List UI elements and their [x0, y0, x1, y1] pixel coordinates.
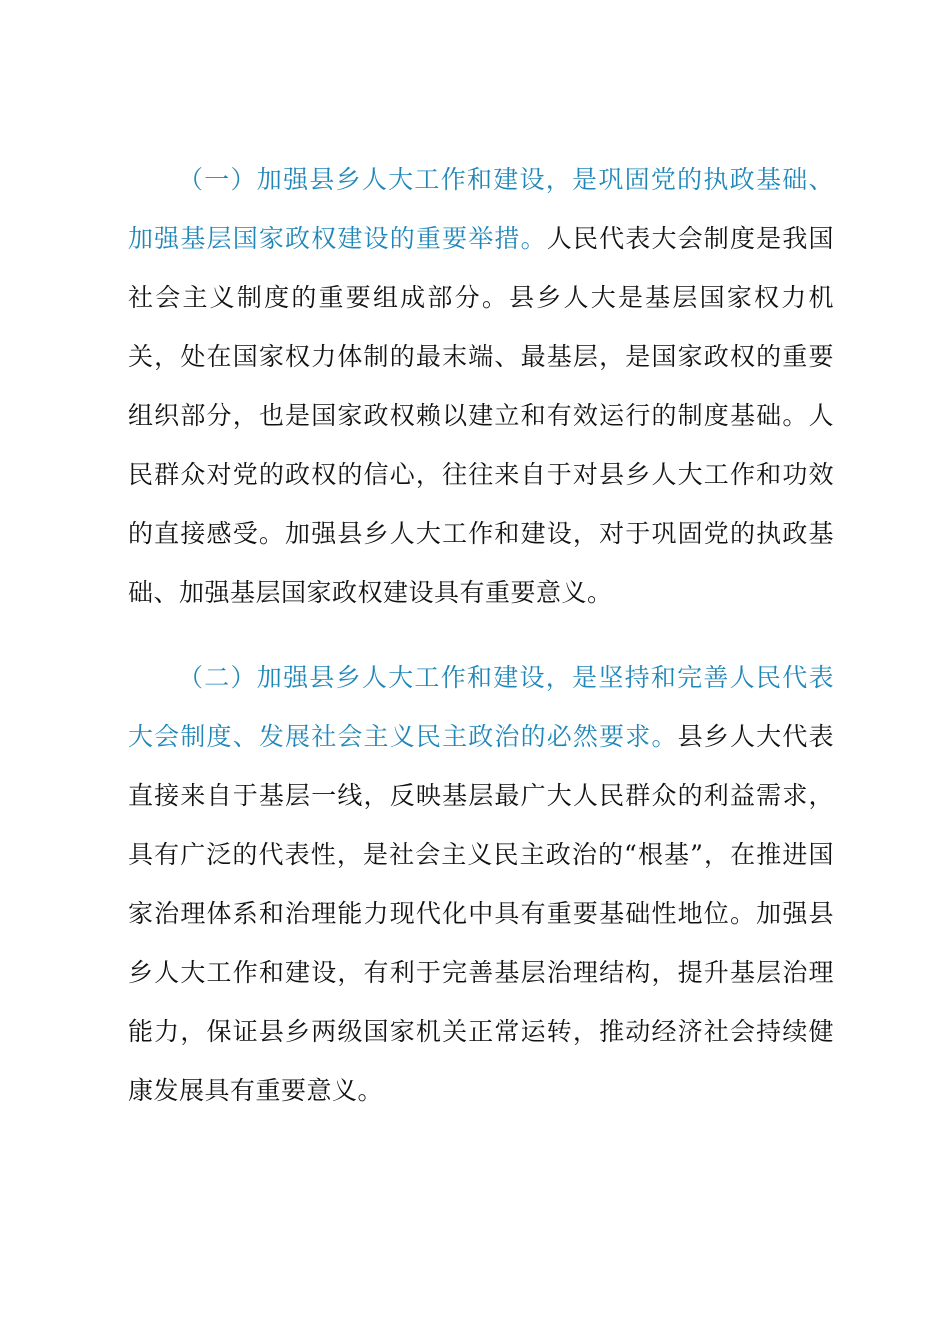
paragraph-2: [128, 648, 834, 1120]
document-page: [128, 150, 834, 1146]
paragraph-2-body: 县乡人大代表直接来自于基层一线，反映基层最广大人民群众的利益需求，具有广泛的代表性，是社会主义民主政治的“根基”，在推进国家治理体系和治理能力现代化中具有重要基础性地位。加强县乡人大工作和建设，有利于完善基层治理结构，提升基层治理能力，保证县乡两级国家机关正常运转，推动经济社会持续健康发展具有重要意义。: [128, 722, 834, 1105]
paragraph-1-heading: （一）加强县乡人大工作和建设，是巩固党的执政基础、加强基层国家政权建设的重要举措。: [128, 165, 834, 253]
paragraph-2-heading: （二）加强县乡人大工作和建设，是坚持和完善人民代表大会制度、发展社会主义民主政治的必然要求。: [128, 663, 834, 751]
paragraph-1: [128, 150, 834, 622]
paragraph-1-body: 人民代表大会制度是我国社会主义制度的重要组成部分。县乡人大是基层国家权力机关，处在国家权力体制的最末端、最基层，是国家政权的重要组织部分，也是国家政权赖以建立和有效运行的制度基础。人民群众对党的政权的信心，往往来自于对县乡人大工作和功效的直接感受。加强县乡人大工作和建设，对于巩固党的执政基础、加强基层国家政权建设具有重要意义。: [128, 224, 834, 607]
